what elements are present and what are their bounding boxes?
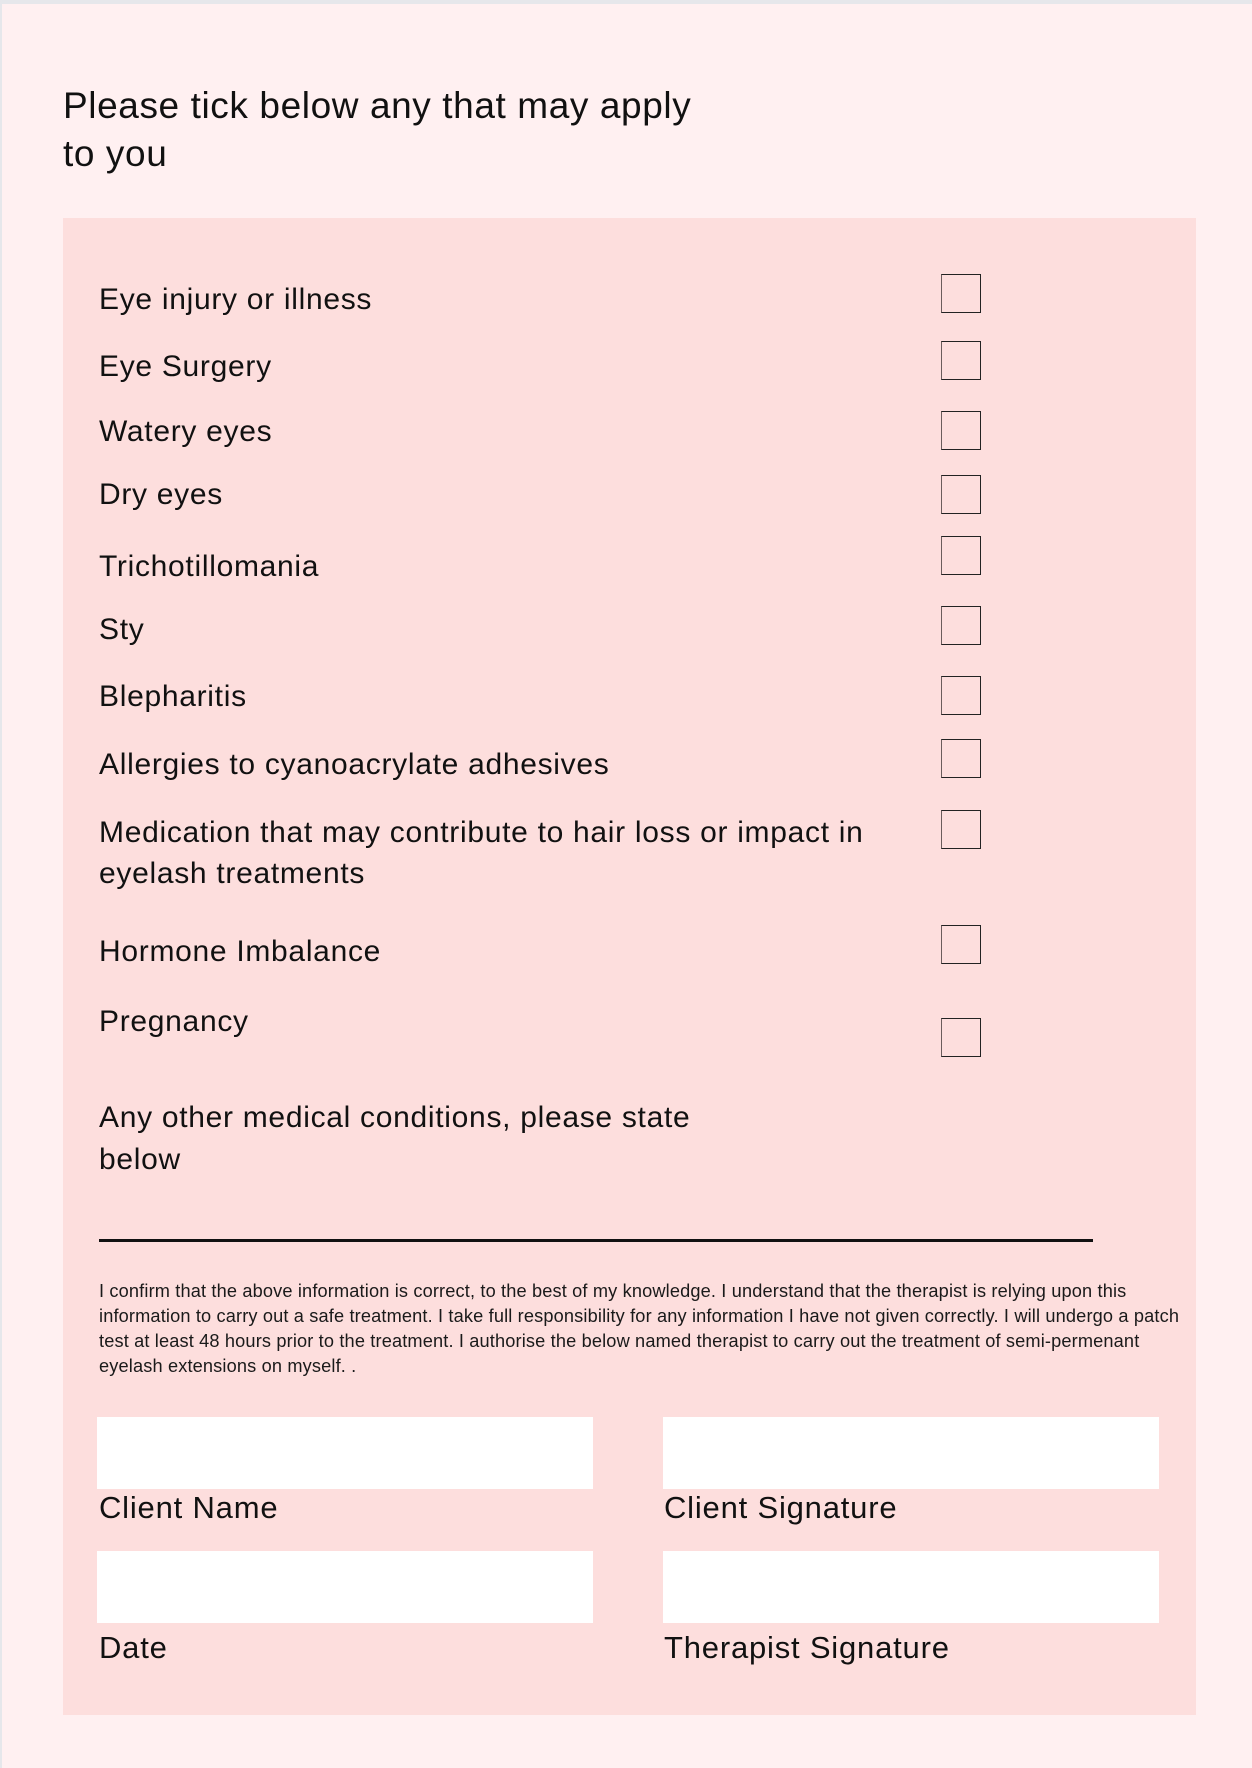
checkbox-allergies[interactable] [941, 739, 981, 778]
client-name-field[interactable] [97, 1417, 593, 1489]
checkbox-trichotillomania[interactable] [941, 536, 981, 575]
declaration-text: I confirm that the above information is correct, to the best of my knowledge. I understand that the therapist is relying upon this information to carry out a safe treatment. I take full responsibility for any information I have not given correctly. I will undergo a patch test at least 48 hours prior to the treatment. I authorise the below named therapist to carry out the treatment of semi-permenant eyelash extensions on myself. . [99, 1281, 1180, 1376]
condition-label-dry-eyes: Dry eyes [99, 478, 223, 511]
condition-label-eye-injury: Eye injury or illness [99, 283, 373, 316]
checkbox-watery-eyes[interactable] [941, 411, 981, 450]
client-signature-field[interactable] [663, 1417, 1159, 1489]
date-label: Date [99, 1630, 168, 1665]
date-field[interactable] [97, 1551, 593, 1623]
form-page [2, 4, 1252, 1768]
checkbox-medication[interactable] [941, 810, 981, 849]
other-conditions-label: Any other medical conditions, please state below [99, 1101, 691, 1176]
checkbox-eye-injury[interactable] [941, 274, 981, 313]
therapist-signature-field[interactable] [663, 1551, 1159, 1623]
checkbox-hormone-imbalance[interactable] [941, 925, 981, 964]
other-conditions-write-line[interactable] [99, 1239, 1093, 1242]
form-title: Please tick below any that may apply to you [63, 85, 692, 174]
condition-label-pregnancy: Pregnancy [99, 1005, 249, 1038]
condition-label-blepharitis: Blepharitis [99, 680, 247, 713]
condition-label-eye-surgery: Eye Surgery [99, 350, 272, 383]
checkbox-blepharitis[interactable] [941, 676, 981, 715]
client-name-label: Client Name [99, 1490, 279, 1525]
condition-label-sty: Sty [99, 613, 145, 646]
checkbox-dry-eyes[interactable] [941, 475, 981, 514]
therapist-signature-label: Therapist Signature [664, 1630, 950, 1665]
condition-label-allergies: Allergies to cyanoacrylate adhesives [99, 748, 610, 781]
checkbox-sty[interactable] [941, 606, 981, 645]
medical-conditions-panel [63, 218, 1196, 1715]
condition-label-watery-eyes: Watery eyes [99, 415, 273, 448]
condition-label-trichotillomania: Trichotillomania [99, 550, 320, 583]
client-signature-label: Client Signature [664, 1490, 898, 1525]
checkbox-pregnancy[interactable] [941, 1018, 981, 1057]
condition-label-hormone-imbalance: Hormone Imbalance [99, 935, 382, 968]
condition-label-medication: Medication that may contribute to hair loss or impact in eyelash treatments [99, 816, 864, 890]
checkbox-eye-surgery[interactable] [941, 341, 981, 380]
